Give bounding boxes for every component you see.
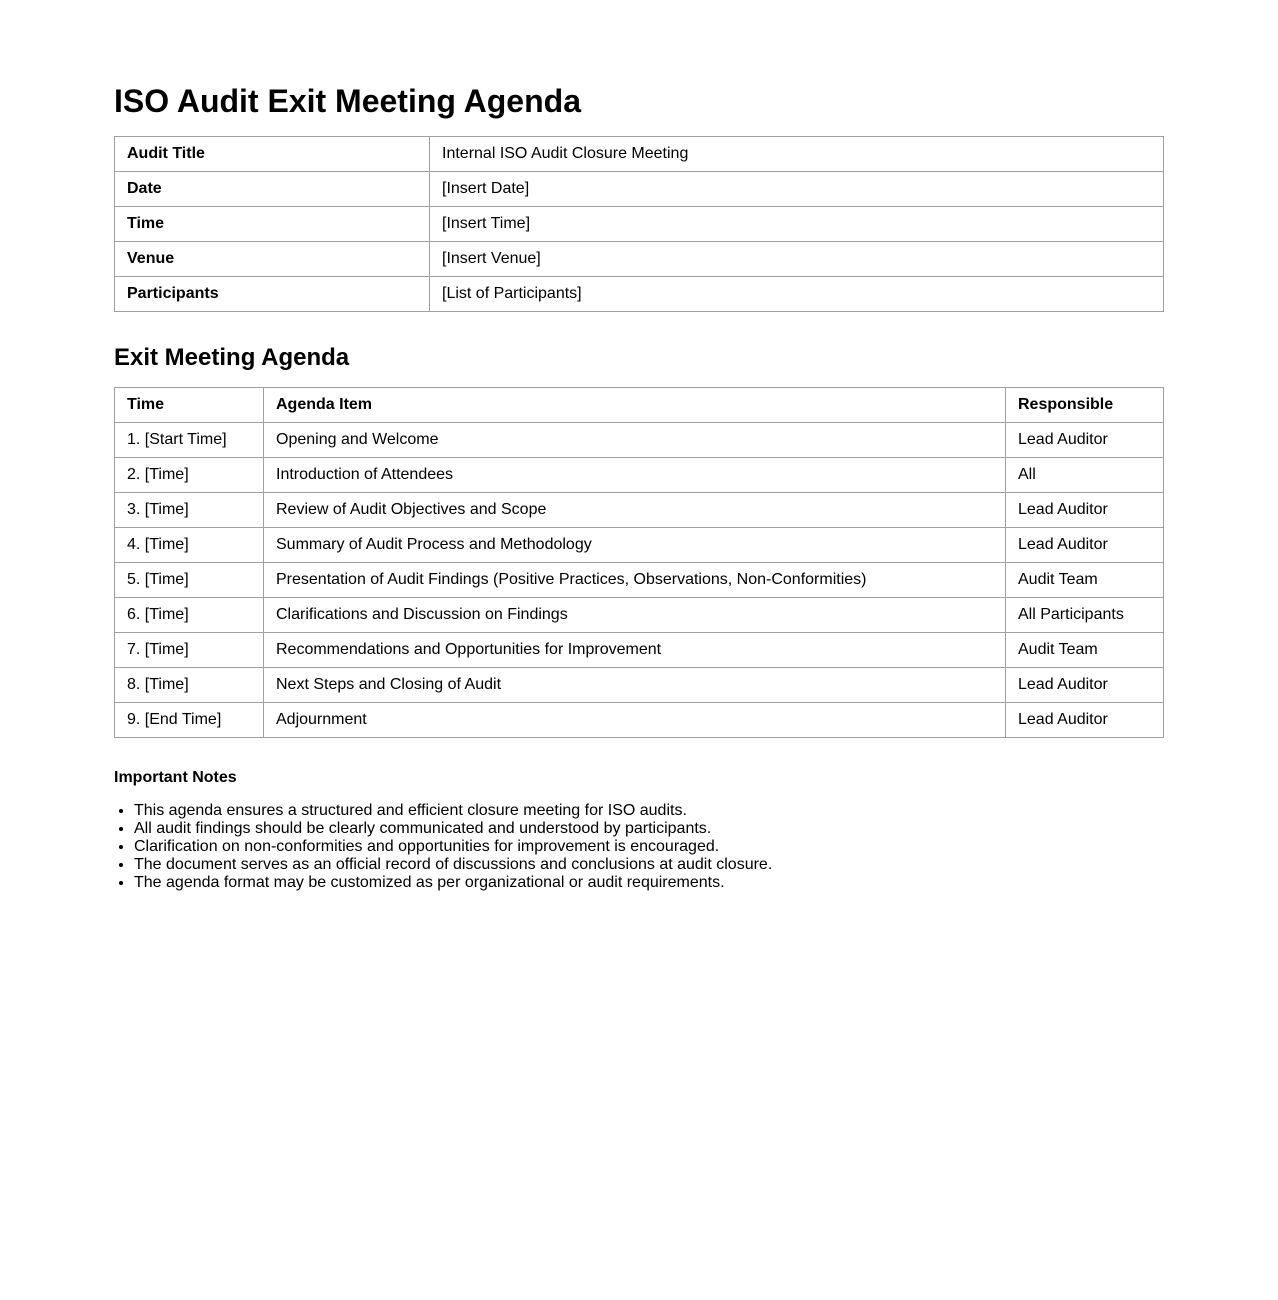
- info-label: Date: [115, 172, 430, 207]
- agenda-heading: Exit Meeting Agenda: [114, 344, 350, 371]
- table-row: [115, 668, 1164, 703]
- info-label: Audit Title: [115, 137, 430, 172]
- table-row: [115, 172, 1164, 207]
- agenda-time: 5. [Time]: [115, 563, 264, 598]
- table-row: [115, 703, 1164, 738]
- table-row: [115, 563, 1164, 598]
- column-header-agenda-item: Agenda Item: [264, 388, 1006, 423]
- list-item: • This agenda ensures a structured and efficient closure meeting for ISO audits.: [134, 802, 1164, 820]
- page-title: ISO Audit Exit Meeting Agenda: [114, 83, 581, 119]
- table-row: [115, 598, 1164, 633]
- audit-info-table: [114, 136, 1164, 312]
- info-value: Internal ISO Audit Closure Meeting: [430, 137, 1164, 172]
- agenda-item: Clarifications and Discussion on Findings: [264, 598, 1006, 633]
- list-item: • Clarification on non-conformities and opportunities for improvement is encouraged.: [134, 838, 1164, 856]
- agenda-item: Review of Audit Objectives and Scope: [264, 493, 1006, 528]
- agenda-time: 4. [Time]: [115, 528, 264, 563]
- agenda-item: Next Steps and Closing of Audit: [264, 668, 1006, 703]
- info-label: Time: [115, 207, 430, 242]
- table-row: [115, 242, 1164, 277]
- agenda-time: 1. [Start Time]: [115, 423, 264, 458]
- column-header-responsible: Responsible: [1006, 388, 1164, 423]
- agenda-responsible: Audit Team: [1006, 563, 1164, 598]
- info-label: Participants: [115, 277, 430, 312]
- list-item: • The agenda format may be customized as per organizational or audit requirements.: [134, 874, 1164, 892]
- agenda-responsible: All: [1006, 458, 1164, 493]
- table-row: [115, 528, 1164, 563]
- column-header-time: Time: [115, 388, 264, 423]
- table-header-row: [115, 388, 1164, 423]
- table-row: [115, 458, 1164, 493]
- agenda-responsible: Lead Auditor: [1006, 668, 1164, 703]
- table-row: [115, 493, 1164, 528]
- info-value: [List of Participants]: [430, 277, 1164, 312]
- list-item: • All audit findings should be clearly communicated and understood by participants.: [134, 820, 1164, 838]
- agenda-time: 9. [End Time]: [115, 703, 264, 738]
- agenda-responsible: All Participants: [1006, 598, 1164, 633]
- agenda-item: Introduction of Attendees: [264, 458, 1006, 493]
- agenda-responsible: Lead Auditor: [1006, 528, 1164, 563]
- info-value: [Insert Venue]: [430, 242, 1164, 277]
- agenda-responsible: Lead Auditor: [1006, 423, 1164, 458]
- agenda-item: Summary of Audit Process and Methodology: [264, 528, 1006, 563]
- agenda-time: 7. [Time]: [115, 633, 264, 668]
- agenda-item: Adjournment: [264, 703, 1006, 738]
- table-row: [115, 423, 1164, 458]
- table-row: [115, 633, 1164, 668]
- agenda-item: Recommendations and Opportunities for Improvement: [264, 633, 1006, 668]
- agenda-time: 2. [Time]: [115, 458, 264, 493]
- info-value: [Insert Date]: [430, 172, 1164, 207]
- agenda-responsible: Audit Team: [1006, 633, 1164, 668]
- notes-heading: Important Notes: [114, 769, 237, 786]
- info-value: [Insert Time]: [430, 207, 1164, 242]
- agenda-item: Opening and Welcome: [264, 423, 1006, 458]
- agenda-time: 3. [Time]: [115, 493, 264, 528]
- table-row: [115, 137, 1164, 172]
- list-item: • The document serves as an official record of discussions and conclusions at audit closure.: [134, 856, 1164, 874]
- agenda-item: Presentation of Audit Findings (Positive Practices, Observations, Non-Conformities): [264, 563, 1006, 598]
- agenda-time: 8. [Time]: [115, 668, 264, 703]
- table-row: [115, 207, 1164, 242]
- info-label: Venue: [115, 242, 430, 277]
- agenda-time: 6. [Time]: [115, 598, 264, 633]
- notes-list: [114, 802, 1164, 892]
- agenda-responsible: Lead Auditor: [1006, 493, 1164, 528]
- agenda-responsible: Lead Auditor: [1006, 703, 1164, 738]
- table-row: [115, 277, 1164, 312]
- agenda-table: [114, 387, 1164, 738]
